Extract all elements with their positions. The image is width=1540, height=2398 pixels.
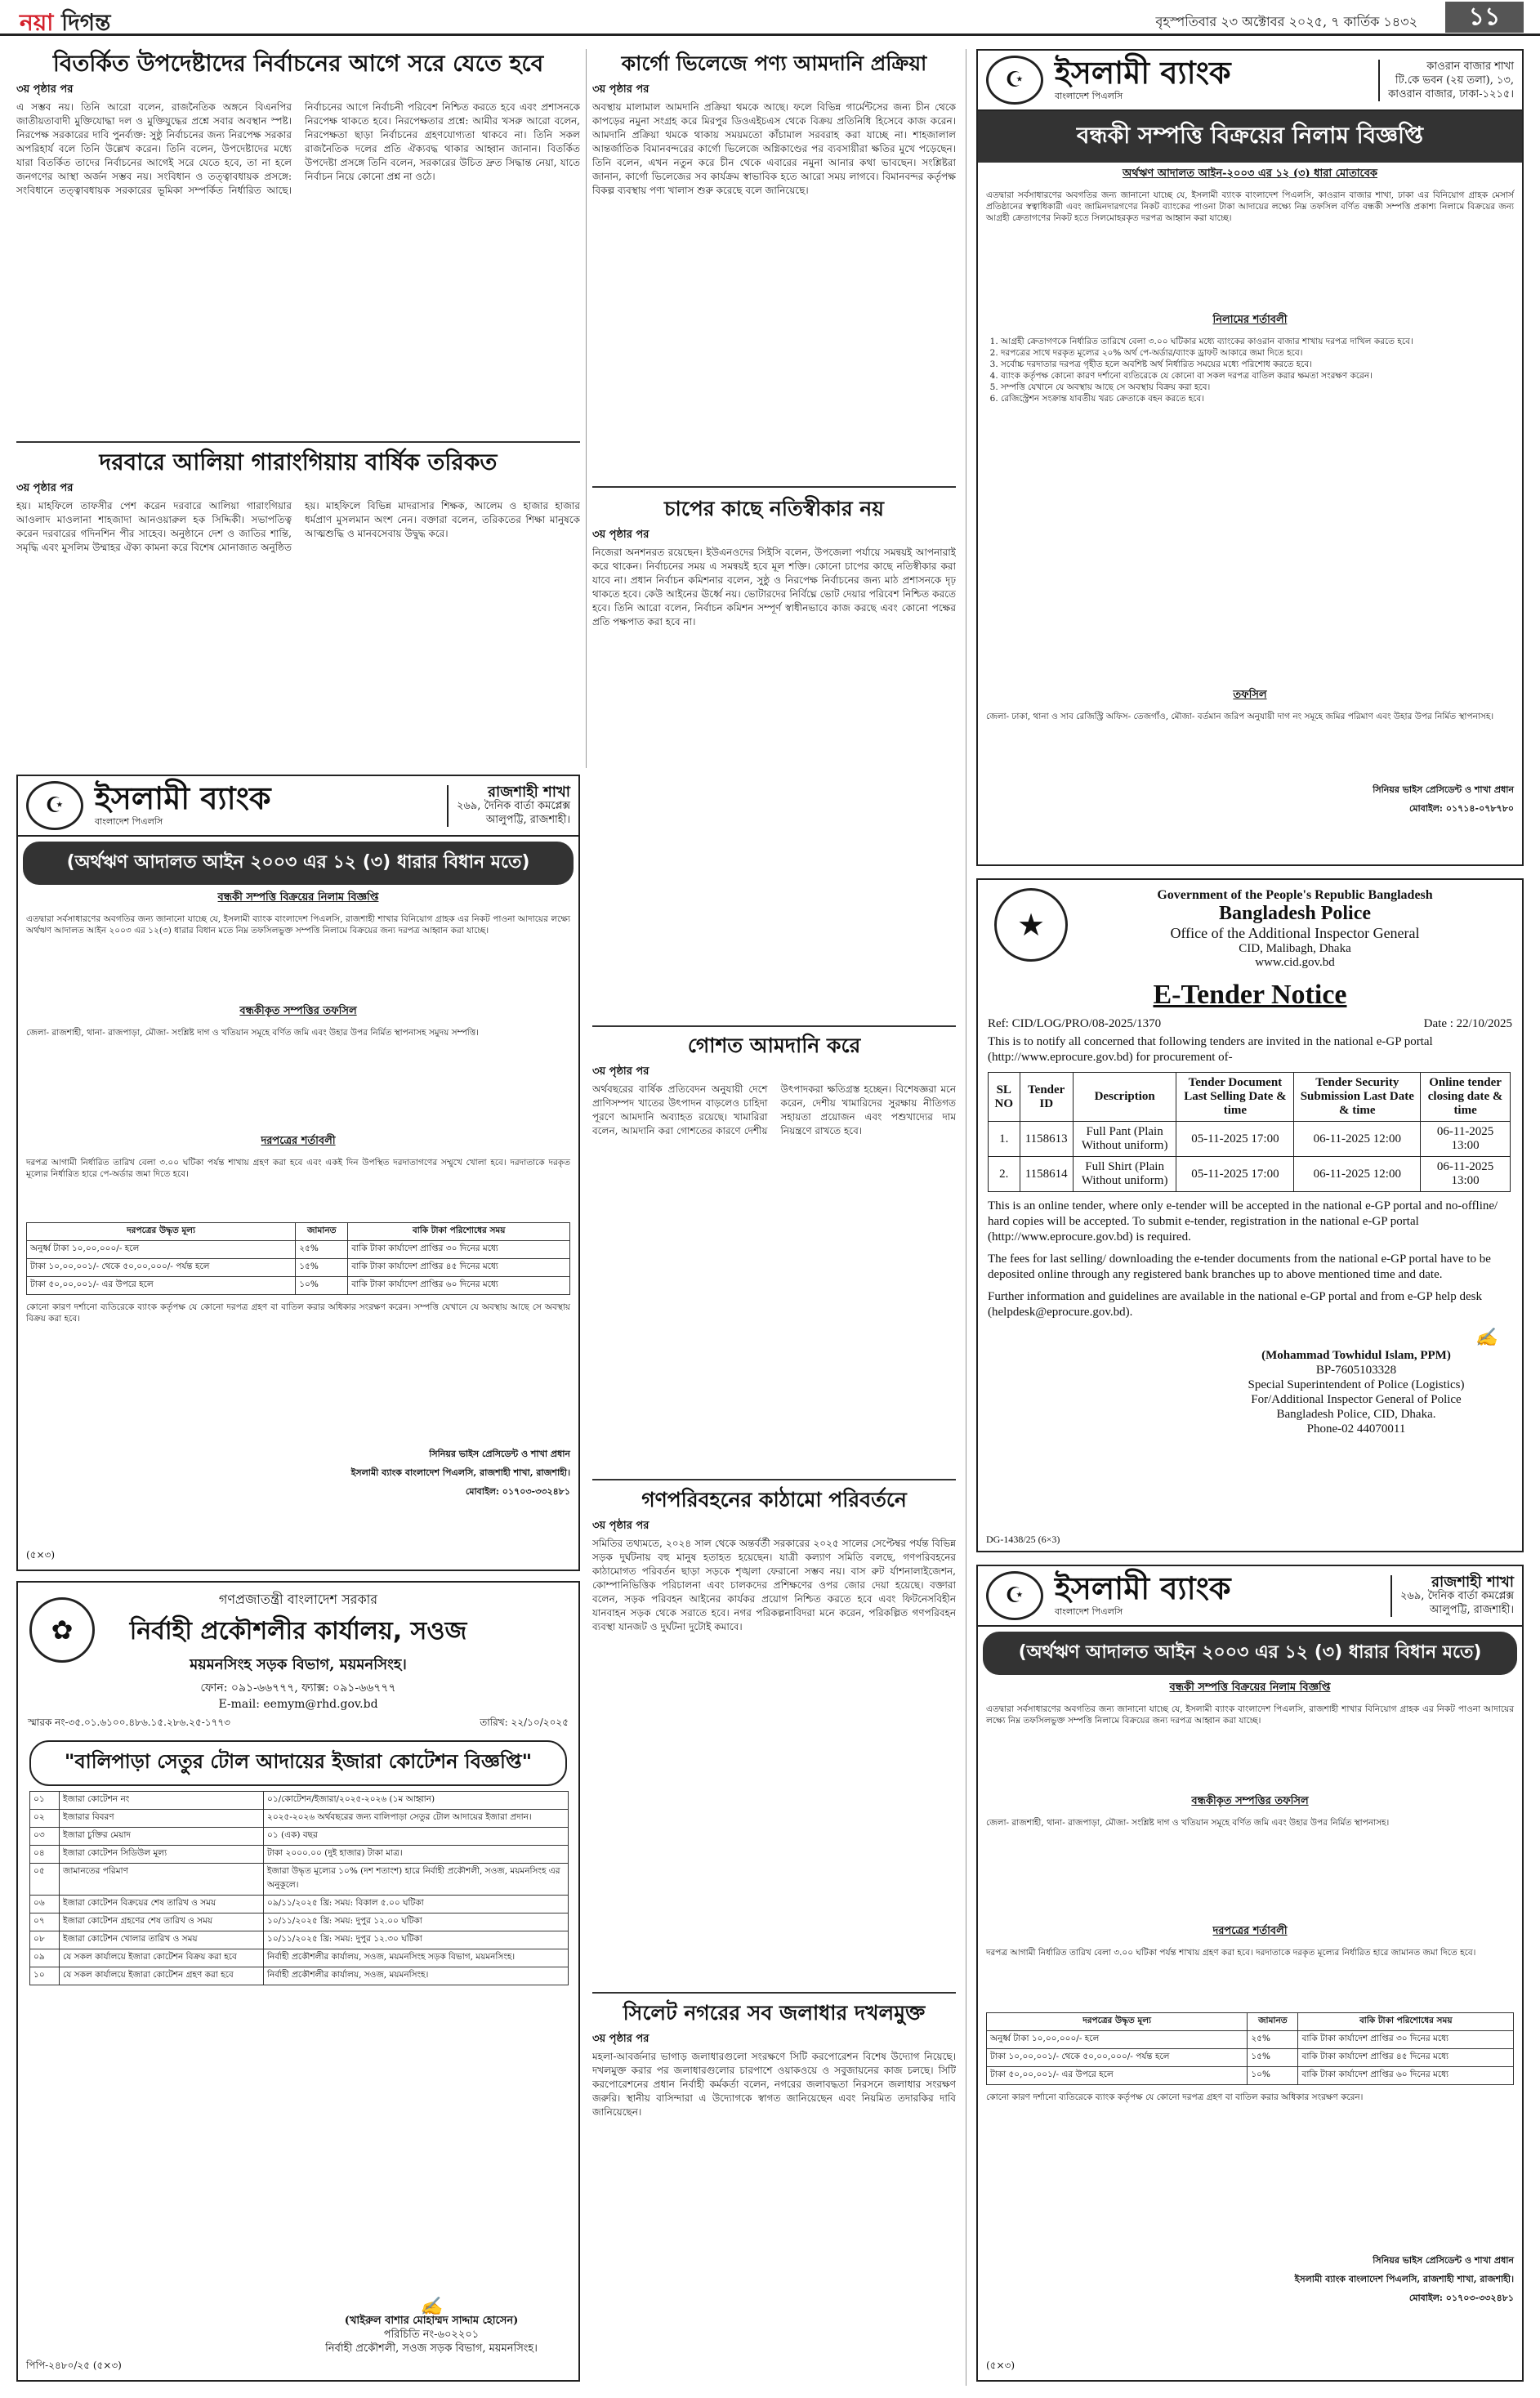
ad-intro: এতদ্বারা সর্বসাধারণের অবগতির জন্য জানানো যাচ্ছে যে, ইসলামী ব্যাংক বাংলাদেশ পিএলসি, কাওরান বাজার শাখা, ঢাকা এর বিনিয়োগ গ্রাহক মেসার্স প্রতিষ্ঠানের স্বত্বাধিকারী এবং জামিনদারগণের নিকট ব্যাংকের পাওনা টাকা আদায়ের লক্ষ্যে নিম্ন তফসিল বর্ণিত বন্ধকী সম্পত্তি প্রকাশ্য নিলামে বিক্রয়ের জন্য আগ্রহী ক্রেতাগণের নিকট হতে সিলমোহরকৃত দরপত্র আহ্বান করা যাচ্ছে। <box>986 190 1514 223</box>
contact: মোবাইল: ০১৭০৩-৩৩২৪৮১ <box>465 1486 570 1497</box>
ad-header <box>978 1566 1522 1627</box>
article-body: অর্থবছরের বার্ষিক প্রতিবেদন অনুযায়ী দেশে প্রাণিসম্পদ খাতের উৎপাদন বাড়লেও চাহিদা পূরণে আমদানি অব্যাহত রয়েছে। খামারিরা বলেন, আমদানি করা গোশতের কারণে দেশীয় উৎপাদকরা ক্ষতিগ্রস্ত হচ্ছেন। বিশেষজ্ঞরা মনে করেন, দেশীয় খামারিদের সুরক্ষায় নীতিগত সহায়তা প্রয়োজন এবং পশুখাদ্যের দাম নিয়ন্ত্রণে রাখতে হবে। <box>592 1083 956 1136</box>
table-row: অনুর্ধ্ব টাকা ১০,০০,০০০/- হলে ২৫% বাকি টাকা কার্যাদেশ প্রাপ্তির ৩০ দিনের মধ্যে <box>987 2031 1514 2049</box>
tender-para: The fees for last selling/ downloading the e-tender documents from the national e-GP portal have to be deposited online through any registered bank branches up to above mentioned time and date. <box>988 1253 1491 1281</box>
article-sylhet <box>592 1998 956 2382</box>
phone-fax: ফোন: ০৯১-৬৬৭৭৭, ফ্যাক্স: ০৯১-৬৬৭৭৭ <box>200 1681 396 1695</box>
ad-subtitle: অর্থঋণ আদালত আইন-২০০৩ এর ১২ (৩) ধারা মোতাবেক <box>1122 167 1378 180</box>
article-byline: ৩য় পৃষ্ঠার পর <box>16 83 74 96</box>
police-emblem-icon: ★ <box>994 888 1068 962</box>
schedule-text: জেলা- রাজশাহী, থানা- রাজপাড়া, মৌজা- সংশ্লিষ্ট দাগ ও খতিয়ান সমূহে বর্ণিত জমি এবং উহার উপর নির্মিত স্থাপনাসহ সমুদয় সম্পত্তি। <box>26 1028 480 1038</box>
ad-rhd-mymensingh <box>16 1581 580 2382</box>
bank-sub: বাংলাদেশ পিএলসি <box>1055 90 1123 101</box>
article-headline: গণপরিবহনের কাঠামো পরিবর্তনে <box>641 1488 907 1512</box>
article-body: হয়। মাহফিলে তাফসীর পেশ করেন দরবারে আলিয়া গারাংগিয়ার আওলাদ মাওলানা শাহজাদা আনওয়ারুল হক সিদ্দিকী। সভাপতিত্ব করেন দরবারের গদিনশিন পীর সাহেব। অনুষ্ঠানে দেশ ও জাতির শান্তি, সমৃদ্ধি এবং মুসলিম উম্মাহর ঐক্য কামনা করে বিশেষ মোনাজাত অনুষ্ঠিত হয়। মাহফিলে বিভিন্ন মাদরাসার শিক্ষক, আলেম ও হাজার হাজার ধর্মপ্রাণ মুসলমান অংশ নেন। বক্তারা বলেন, তরিকতের শিক্ষা মানুষকে আত্মশুদ্ধি ও মানবসেবায় উদ্বুদ্ধ করে। <box>16 500 580 553</box>
table-row: ০৮ ইজারা কোটেশন খোলার তারিখ ও সময় ১০/১১/২০২৫ খ্রি: সময়: দুপুর ১২.৩০ ঘটিকা <box>30 1931 569 1949</box>
article-body: অবস্থায় মালামাল আমদানি প্রক্রিয়া থমকে আছে। ফলে বিভিন্ন গার্মেন্টসের জন্য চীন থেকে কাপড়ের নমুনা সংগ্রহ করে মিরপুর ডিওএইচএস থেকে বিক্রয় প্রতিনিধি হিসেবে কাজ করেন। আমদানি প্রক্রিয়া থমকে থাকায় সময়মতো কাঁচামাল সরবরাহ করা যাচ্ছে না। শাহজালাল আন্তর্জাতিক বিমানবন্দরের কার্গো ভিলেজে অগ্নিকাণ্ডের পর ব্যবসায়ীরা ক্ষতির মুখে পড়েছেন। তিনি বলেন, এখন নতুন করে চীন থেকে এবারের নমুনা আনার কথা ভাবছেন। সংশ্লিষ্টরা জানান, কার্গো ভিলেজের সব কার্যক্রম স্বাভাবিক হতে আরো সময় লাগবে। বিমানবন্দর কর্তৃপক্ষ বিকল্প ব্যবস্থায় পণ্য খালাস শুরু করেছে বলে জানিয়েছে। <box>592 101 956 196</box>
ad-banner: (অর্থঋণ আদালত আইন ২০০৩ এর ১২ (৩) ধারার বিধান মতে) <box>983 1632 1517 1675</box>
article-body: এ সম্ভব নয়। তিনি আরো বলেন, রাজনৈতিক অঙ্গনে বিএনপির জাতীয়তাবাদী মুক্তিযোদ্ধা দল ও মুক্তিযুদ্ধের প্রশ্নে সবার অবস্থান স্পষ্ট। নিরপেক্ষ সরকারের দাবি পুনর্ব্যক্ত: সুষ্ঠু নির্বাচনের জন্য নিরপেক্ষ সরকার অপরিহার্য বলে তিনি উল্লেখ করেন। তিনি বলেন, উপদেষ্টাদের মধ্যে যারা বিতর্কিত তাদের নির্বাচনের আগেই সরে যেতে হবে, তা না হলে জনগণের আস্থা অর্জন সম্ভব নয়। সংবিধান ও তত্ত্বাবধায়ক প্রসঙ্গে: সংবিধানে তত্ত্বাবধায়ক সরকারের ভূমিকা সম্পর্কিত নির্ধারিত আছে। নির্বাচনের আগে নির্বাচনী পরিবেশ নিশ্চিত করতে হবে এবং প্রশাসনকে নিরপেক্ষ থাকতে হবে। নিরপেক্ষতার প্রশ্নে: আমীর খসরু আরো বলেন, নিরপেক্ষতা ছাড়া নির্বাচনের গ্রহণযোগ্যতা থাকবে না। তিনি সকল রাজনৈতিক দলের প্রতি ঐক্যবদ্ধ থাকার আহ্বান জানান। বিতর্কিত উপদেষ্টা প্রসঙ্গে তিনি বলেন, সরকারের উচিত দ্রুত সিদ্ধান্ত নেয়া, যাতে নির্বাচন নিয়ে কোনো প্রশ্ন না ওঠে। <box>16 101 580 196</box>
article-headline: সিলেট নগরের সব জলাধার দখলমুক্ত <box>623 2001 926 2025</box>
term-item: 6. রেজিস্ট্রেশন সংক্রান্ত যাবতীয় খরচ ক্রেতাকে বহন করতে হবে। <box>1001 393 1514 404</box>
table-row: ১০ যে সকল কার্যালয়ে ইজারা কোটেশন গ্রহণ করা হবে নির্বাহী প্রকৌশলীর কার্যালয়, সওজ, ময়মনসিংহ। <box>30 1967 569 1985</box>
ad-code: DG-1438/25 (6×3) <box>986 1534 1060 1545</box>
signoff: সিনিয়র ভাইস প্রেসিডেন্ট ও শাখা প্রধান <box>1373 2255 1514 2266</box>
article-headline: গোশত আমদানি করে <box>687 1034 861 1057</box>
division-name: ময়মনসিংহ সড়ক বিভাগ, ময়মনসিংহ। <box>190 1656 407 1673</box>
article-byline: ৩য় পৃষ্ঠার পর <box>592 83 649 96</box>
table-row: অনুর্ধ্ব টাকা ১০,০০,০০০/- হলে ২৫% বাকি টাকা কার্যাদেশ প্রাপ্তির ৩০ দিনের মধ্যে <box>27 1241 570 1259</box>
contact: মোবাইল: ০১৭০৩-৩৩২৪৮১ <box>1408 2293 1514 2303</box>
org-name: Bangladesh Police <box>1218 903 1371 924</box>
signature-icon: ✍ <box>1475 1327 1498 1347</box>
table-row: ০২ ইজারার বিবরণ ২০২৫-২০২৬ অর্থবছরের জন্য বালিপাড়া সেতুর টোল আদায়ের ইজারা প্রদান। <box>30 1810 569 1828</box>
bank-sub: বাংলাদেশ পিএলসি <box>1055 1605 1123 1617</box>
article-byline: ৩য় পৃষ্ঠার পর <box>16 482 74 494</box>
signoff-2: ইসলামী ব্যাংক বাংলাদেশ পিএলসি, রাজশাহী শাখা, রাজশাহী। <box>1294 2274 1514 2284</box>
table-row: ০৯ যে সকল কার্যালয়ে ইজারা কোটেশন বিক্রয় করা হবে নির্বাহী প্রকৌশলীর কার্যালয়, সওজ, ময়মনসিংহ সড়ক বিভাগ, ময়মনসিংহ। <box>30 1949 569 1967</box>
table-row: টাকা ৫০,০০,০০১/- এর উপরে হলে ১০% বাকি টাকা কার্যাদেশ প্রাপ্তির ৬০ দিনের মধ্যে <box>27 1277 570 1295</box>
ad-islami-bank-rajshahi-right <box>976 1565 1524 2382</box>
ad-code: পিপি-২৪৮০/২৫ (৫×৩) <box>26 2360 122 2371</box>
govt-line: Government of the People's Republic Bangladesh <box>1157 888 1433 902</box>
ad-code: (৫×৩) <box>26 1549 56 1561</box>
section-rule <box>592 1025 956 1027</box>
article-meat <box>592 1031 956 1472</box>
bank-name: ইসলামী ব্যাংক <box>1055 54 1231 91</box>
table-row: ০৪ ইজারা কোটেশন সিডিউল মূল্য টাকা ২০০০.০০ (দুই হাজার) টাকা মাত্র। <box>30 1846 569 1864</box>
signature-icon: ✍ <box>420 2297 443 2317</box>
tender-para: Further information and guidelines are available in the national e-GP portal and from e-GP help desk (helpdesk@eprocure.gov.bd). <box>988 1290 1482 1319</box>
tender-intro: This is to notify all concerned that following tenders are invited in the national e-GP portal (http://www.eprocure.gov.bd) for procurement of- <box>988 1035 1433 1064</box>
terms-title: দরপত্রের শর্তাবলী <box>261 1135 336 1147</box>
schedule-title: বন্ধকীকৃত সম্পত্তির তফসিল <box>239 1005 357 1017</box>
article-body: নিজেরা অনশনরত রয়েছেন। ইউএনওদের সিইসি বলেন, উপজেলা পর্যায়ে সমন্বয়ই আপনারাই করে থাকেন। নির্বাচনের সময় এ সমন্বয়ই হবে মূল শক্তি। কোনো চাপের কাছে নতিস্বীকার করা যাবে না। প্রধান নির্বাচন কমিশনার বলেন, সুষ্ঠু ও নিরপেক্ষ নির্বাচনের জন্য মাঠ প্রশাসনকে দৃঢ় থাকতে হবে। কেউ আইনের ঊর্ধ্বে নয়। ভোটারদের নির্বিঘ্নে ভোট দেয়ার পরিবেশ নিশ্চিত করতে হবে। তিনি আরো বলেন, নির্বাচন কমিশন সম্পূর্ণ স্বাধীনভাবে কাজ করছে এবং কোনো পক্ষের প্রতি পক্ষপাত করা হবে না। <box>592 547 956 627</box>
signatory-block: (Mohammad Towhidul Islam, PPM) BP-7605103328 Special Superintendent of Police (Logistics) For/Additional Inspector General of Police Bangladesh Police, CID, Dhaka. Phone-02 44070011 <box>1248 1349 1465 1436</box>
signoff: সিনিয়র ভাইস প্রেসিডেন্ট ও শাখা প্রধান <box>1373 784 1514 795</box>
table-row: ০৫ জামানতের পরিমাণ ইজারা উদ্ধৃত মূল্যের ১০% (দশ শতাংশ) হারে নির্বাহী প্রকৌশলী, সওজ, ময়মনসিংহ এর অনুকূলে। <box>30 1864 569 1896</box>
column-divider <box>586 49 587 768</box>
ad-code: (৫×৩) <box>986 2360 1016 2371</box>
email: E-mail: eemym@rhd.gov.bd <box>218 1698 378 1711</box>
police-header <box>978 880 1522 978</box>
schedule-title: বন্ধকীকৃত সম্পত্তির তফসিল <box>1191 1795 1309 1807</box>
section-rule <box>16 441 580 443</box>
table-row: 2. 1158614 Full Shirt (Plain Without uniform) 05-11-2025 17:00 06-11-2025 12:00 06-11-2025 13:00 <box>989 1157 1511 1192</box>
signoff-2: ইসলামী ব্যাংক বাংলাদেশ পিএলসি, রাজশাহী শাখা, রাজশাহী। <box>350 1467 570 1478</box>
tender-ref: Ref: CID/LOG/PRO/08-2025/1370 <box>988 1017 1162 1030</box>
ad-title: "বালিপাড়া সেতুর টোল আদায়ের ইজারা কোটেশন বিজ্ঞপ্তি" <box>29 1740 567 1786</box>
signatory-block: ✍ (খাইরুল বাশার মোহাম্মদ সাদ্দাম হোসেন) পরিচিতি নং-৬০২২০১ নির্বাহী প্রকৌশলী, সওজ সড়ক বিভাগ, ময়মনসিংহ। <box>309 2300 554 2356</box>
memo-number: স্মারক নং-৩৫.০১.৬১০০.৪৮৬.১৫.২৮৬.২৫-১৭৭৩ <box>28 1717 230 1728</box>
article-cargo <box>592 49 956 474</box>
tender-para: This is an online tender, where only e-tender will be accepted in the national e-GP portal and no-offline/ hard copies will be accepted. To submit e-tender, registration in the national e-GP portal (http://www.eprocure.gov.bd) is required. <box>988 1199 1498 1244</box>
article-headline: দরবারে আলিয়া গারাংগিয়ায় বার্ষিক তরিকত <box>99 449 498 476</box>
table-row: টাকা ১০,০০,০০১/- থেকে ৫০,০০,০০০/- পর্যন্ত হলে ১৫% বাকি টাকা কার্যাদেশ প্রাপ্তির ৪৫ দিনের মধ্যে <box>27 1259 570 1277</box>
terms-text: দরপত্র আগামী নির্ধারিত তারিখ বেলা ৩.০০ ঘটিকা পর্যন্ত শাখায় গ্রহণ করা হবে। দরদাতাকে দরকৃত মূল্যের নির্ধারিত হারে জামানত জমা দিতে হবে। <box>986 1948 1476 1958</box>
ad-police-e-tender <box>976 878 1524 1552</box>
term-item: 1. আগ্রহী ক্রেতাগণকে নির্ধারিত তারিখে বেলা ৩.০০ ঘটিকার মধ্যে ব্যাংকের কাওরান বাজার শাখায় দরপত্র দাখিল করতে হবে। <box>1001 336 1514 347</box>
quotation-table <box>29 1791 569 1985</box>
tender-date: Date : 22/10/2025 <box>1423 1017 1512 1030</box>
tender-table <box>988 1072 1511 1192</box>
article-body: মহলা-আবর্জনার ভাগাড় জলাধারগুলো সংরক্ষণে সিটি করপোরেশন বিশেষ উদ্যোগ নিয়েছে। দখলমুক্ত করার পর জলাধারগুলোর চারপাশে ওয়াকওয়ে ও সবুজায়নের কাজ চলছে। সিটি করপোরেশনের প্রধান নির্বাহী কর্মকর্তা বলেন, নগরের জলাবদ্ধতা নিরসনে জলাধার সংরক্ষণ জরুরি। স্থানীয় বাসিন্দারা এ উদ্যোগকে স্বাগত জানিয়েছেন এবং নিয়মিত তদারকির দাবি জানিয়েছেন। <box>592 2051 956 2118</box>
bank-sub: বাংলাদেশ পিএলসি <box>95 815 163 827</box>
article-headline: চাপের কাছে নতিস্বীকার নয় <box>664 497 884 520</box>
term-item: 2. দরপত্রের সাথে দরকৃত মূল্যের ২০% অর্থ পে-অর্ডার/ব্যাংক ড্রাফট আকারে জমা দিতে হবে। <box>1001 347 1514 359</box>
article-transport <box>592 1485 956 1984</box>
article-headline: বিতর্কিত উপদেষ্টাদের নির্বাচনের আগে সরে যেতে হবে <box>52 50 544 77</box>
article-byline: ৩য় পৃষ্ঠার পর <box>592 529 649 541</box>
newspaper-logo: নয়া দিগন্ত <box>20 9 111 36</box>
office-name: Office of the Additional Inspector General <box>1170 925 1420 941</box>
ad-header <box>18 776 578 837</box>
office-address: CID, Malibagh, Dhaka <box>1239 942 1351 955</box>
schedule-text: জেলা- রাজশাহী, থানা- রাজপাড়া, মৌজা- সংশ্লিষ্ট দাগ ও খতিয়ান সমূহে বর্ণিত জমি এবং উহার উপর নির্মিত স্থাপনাসহ। <box>986 1818 1390 1828</box>
table-row: ০৩ ইজারা চুক্তির মেয়াদ ০১ (এক) বছর <box>30 1828 569 1846</box>
bank-name: ইসলামী ব্যাংক <box>95 779 271 816</box>
website: www.cid.gov.bd <box>1255 956 1335 969</box>
table-row: ০৬ ইজারা কোটেশন বিক্রয়ের শেষ তারিখ ও সময় ০৯/১১/২০২৫ খ্রি: সময়: বিকাল ৫.০০ ঘটিকা <box>30 1896 569 1913</box>
article-headline: কার্গো ভিলেজে পণ্য আমদানি প্রক্রিয়া <box>621 51 927 75</box>
terms-text-2: কোনো কারণ দর্শানো ব্যতিরেকে ব্যাংক কর্তৃপক্ষ যে কোনো দরপত্র গ্রহণ বা বাতিল করার অধিকার সংরক্ষণ করেন। <box>986 2092 1364 2102</box>
govt-emblem-icon: ✿ <box>29 1597 95 1663</box>
table-header-row: দরপত্রের উদ্ধৃত মূল্য জামানত বাকি টাকা পরিশোধের সময় <box>27 1223 570 1241</box>
tender-title: E-Tender Notice <box>1153 980 1347 1010</box>
ad-islami-bank-rajshahi-left <box>16 775 580 1571</box>
table-row: 1. 1158613 Full Pant (Plain Without uniform) 05-11-2025 17:00 06-11-2025 12:00 06-11-2025 13:00 <box>989 1122 1511 1157</box>
contact: মোবাইল: ০১৭১৪-০৭৮৭৮০ <box>1408 803 1514 814</box>
article-aliya <box>16 448 580 766</box>
ad-title: বন্ধকী সম্পত্তি বিক্রয়ের নিলাম বিজ্ঞপ্তি <box>1169 1681 1331 1694</box>
ad-title: বন্ধকী সম্পত্তি বিক্রয়ের নিলাম বিজ্ঞপ্তি <box>978 111 1522 163</box>
page-number: ১১ <box>1445 2 1524 33</box>
schedule-title: তফসিল <box>1233 689 1267 701</box>
article-byline: ৩য় পৃষ্ঠার পর <box>592 1520 649 1532</box>
section-rule <box>592 1992 956 1994</box>
article-byline: ৩য় পৃষ্ঠার পর <box>592 2033 649 2045</box>
terms-list <box>978 333 1522 684</box>
branch-address: কাওরান বাজার শাখা টি.কে ভবন (২য় তলা), ১৩, কাওরান বাজার, ঢাকা-১২১৫। <box>1378 60 1514 101</box>
table-row: ০৭ ইজারা কোটেশন গ্রহণের শেষ তারিখ ও সময় ১০/১১/২০২৫ খ্রি: সময়: দুপুর ১২.০০ ঘটিকা <box>30 1913 569 1931</box>
ad-islami-bank-karwan-bazar <box>976 49 1524 866</box>
term-item: 5. সম্পত্তি যেখানে যে অবস্থায় আছে সে অবস্থায় বিক্রয় করা হবে। <box>1001 382 1514 393</box>
ad-intro: এতদ্বারা সর্বসাধারণের অবগতির জন্য জানানো যাচ্ছে যে, ইসলামী ব্যাংক বাংলাদেশ পিএলসি, রাজশাহী শাখার বিনিয়োগ গ্রাহক এর নিকট পাওনা আদায়ের লক্ষ্যে অর্থঋণ আদালত আইন ২০০৩ এর ১২(৩) ধারার বিধান মতে নিম্ন তফসিলভুক্ত সম্পত্তি নিলামে বিক্রয়ের জন্য দরপত্র আহ্বান করা যাচ্ছে। <box>26 914 570 936</box>
ad-intro: এতদ্বারা সর্বসাধারণের অবগতির জন্য জানানো যাচ্ছে যে, ইসলামী ব্যাংক বাংলাদেশ পিএলসি, রাজশাহী শাখার বিনিয়োগ গ্রাহক এর নিকট পাওনা আদায়ের লক্ষ্যে নিম্ন তফসিলভুক্ত সম্পত্তি নিলামে বিক্রয়ের জন্য দরপত্র আহ্বান করা যাচ্ছে। <box>986 1704 1514 1726</box>
table-row: টাকা ১০,০০,০০১/- থেকে ৫০,০০,০০০/- পর্যন্ত হলে ১৫% বাকি টাকা কার্যাদেশ প্রাপ্তির ৪৫ দিনের মধ্যে <box>987 2049 1514 2067</box>
terms-title: নিলামের শর্তাবলী <box>1212 314 1288 326</box>
terms-text-2: কোনো কারণ দর্শানো ব্যতিরেকে ব্যাংক কর্তৃপক্ষ যে কোনো দরপত্র গ্রহণ বা বাতিল করার অধিকার সংরক্ষণ করেন। সম্পত্তি যেখানে যে অবস্থায় আছে সে অবস্থায় বিক্রয় করা হবে। <box>26 1302 570 1324</box>
article-inflation <box>592 494 956 1017</box>
terms-title: দরপত্রের শর্তাবলী <box>1212 1925 1288 1937</box>
signoff: সিনিয়র ভাইস প্রেসিডেন্ট ও শাখা প্রধান <box>429 1449 570 1459</box>
section-rule <box>592 1479 956 1480</box>
schedule-text: জেলা- ঢাকা, থানা ও সাব রেজিস্ট্রি অফিস- তেজগাঁও, মৌজা- বর্তমান জরিপ অনুযায়ী দাগ নং সমূহে জমির পরিমাণ এবং উহার উপর নির্মিত স্থাপনাসহ। <box>986 712 1494 721</box>
table-header-row: দরপত্রের উদ্ধৃত মূল্য জামানত বাকি টাকা পরিশোধের সময় <box>987 2013 1514 2031</box>
bank-name: ইসলামী ব্যাংক <box>1055 1570 1231 1606</box>
table-header-row: SL NO Tender ID Description Tender Document Last Selling Date & time Tender Security Submission Last Date & time Online tender closing date & time <box>989 1073 1511 1122</box>
ad-title: বন্ধকী সম্পত্তি বিক্রয়ের নিলাম বিজ্ঞপ্তি <box>217 891 379 904</box>
office-name: নির্বাহী প্রকৌশলীর কার্যালয়, সওজ <box>129 1617 467 1646</box>
branch-address: রাজশাহী শাখা ২৬৯, দৈনিক বার্তা কমপ্লেক্স আলুপট্টি, রাজশাহী। <box>1390 1575 1514 1617</box>
term-item: 3. সর্বোচ্চ দরদাতার দরপত্র গৃহীত হলে অবশিষ্ট অর্থ নির্ধারিত সময়ের মধ্যে পরিশোধ করতে হবে। <box>1001 359 1514 370</box>
terms-text: দরপত্র আগামী নির্ধারিত তারিখ বেলা ৩.০০ ঘটিকা পর্যন্ত শাখায় গ্রহণ করা হবে এবং একই দিন উপস্থিত দরদাতাগণের সম্মুখে খোলা হবে। দরদাতাকে দরকৃত মূল্যের নির্ধারিত হারে পে-অর্ডার জমা দিতে হবে। <box>26 1158 570 1179</box>
dateline: বৃহস্পতিবার ২৩ অক্টোবর ২০২৫, ৭ কার্তিক ১৪৩২ <box>1155 14 1417 29</box>
term-item: 4. ব্যাংক কর্তৃপক্ষ কোনো কারণ দর্শানো ব্যতিরেকে যে কোনো বা সকল দরপত্র বাতিল করার ক্ষমতা সংরক্ষণ করেন। <box>1001 370 1514 382</box>
govt-line: গণপ্রজাতন্ত্রী বাংলাদেশ সরকার <box>218 1592 378 1607</box>
masthead <box>0 0 1540 36</box>
memo-date: তারিখ: ২২/১০/২০২৫ <box>480 1717 569 1728</box>
section-rule <box>592 486 956 488</box>
ad-banner: (অর্থঋণ আদালত আইন ২০০৩ এর ১২ (৩) ধারার বিধান মতে) <box>23 842 574 885</box>
table-row: ০১ ইজারা কোটেশন নং ০১/কোটেশন/ইজারা/২০২৫-২০২৬ (১ম আহ্বান) <box>30 1792 569 1810</box>
article-body: সমিতির তথ্যমতে, ২০২৪ সাল থেকে অন্তর্বর্তী সরকারের ২০২৫ সালের সেপ্টেম্বর পর্যন্ত বিভিন্ন সড়ক দুর্ঘটনায় বহু মানুষ হতাহত হয়েছেন। যাত্রী কল্যাণ সমিতি বলছে, গণপরিবহনের কাঠামোগত পরিবর্তন ছাড়া সড়কে শৃঙ্খলা ফেরানো সম্ভব নয়। বাস রুট র্যাশনালাইজেশন, কোম্পানিভিত্তিক পরিচালনা এবং চালকদের প্রশিক্ষণের ওপর জোর দেয়া হয়েছে। বক্তারা বলেন, সড়ক পরিবহন আইনের কার্যকর প্রয়োগ নিশ্চিত করতে হবে এবং ফিটনেসবিহীন যানবাহন সড়ক থেকে সরাতে হবে। নগর পরিকল্পনাবিদরা মনে করেন, পরিকল্পিত গণপরিবহন ব্যবস্থা যানজট ও দুর্ঘটনা দুটোই কমাবে। <box>592 1538 956 1632</box>
deposit-table <box>986 2012 1514 2085</box>
deposit-table <box>26 1222 570 1295</box>
bank-emblem-icon: ☪ <box>986 56 1043 105</box>
article-advisers <box>16 49 580 433</box>
rhd-header <box>18 1583 578 1711</box>
bank-emblem-icon: ☪ <box>26 781 83 830</box>
branch-address: রাজশাহী শাখা ২৬৯, দৈনিক বার্তা কমপ্লেক্স আলুপট্টি, রাজশাহী। <box>447 785 570 827</box>
ad-header <box>978 51 1522 111</box>
article-byline: ৩য় পৃষ্ঠার পর <box>592 1065 649 1078</box>
bank-emblem-icon: ☪ <box>986 1571 1043 1620</box>
table-row: টাকা ৫০,০০,০০১/- এর উপরে হলে ১০% বাকি টাকা কার্যাদেশ প্রাপ্তির ৬০ দিনের মধ্যে <box>987 2067 1514 2085</box>
